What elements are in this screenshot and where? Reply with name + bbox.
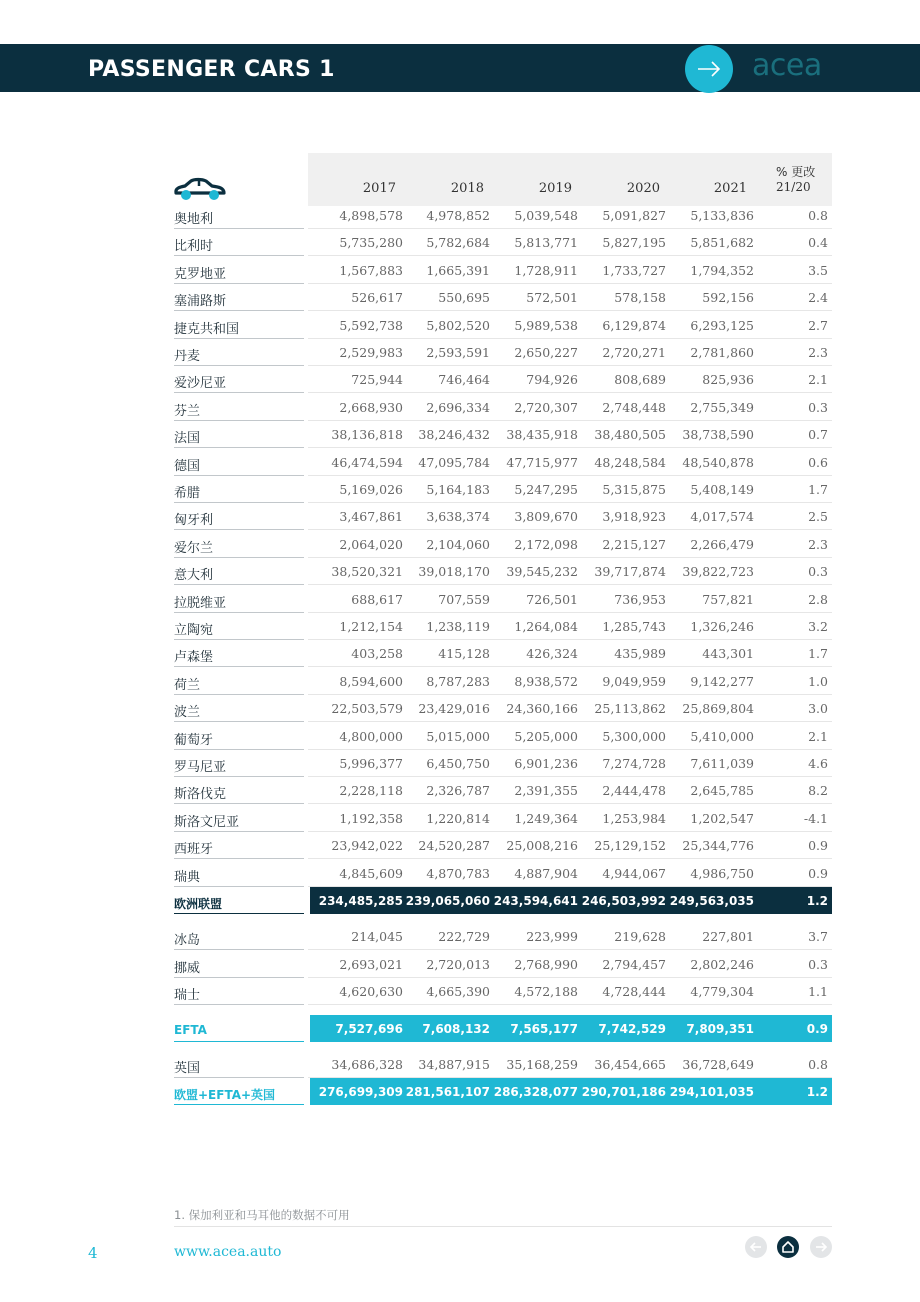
cell-value: 2,693,021 <box>339 956 403 972</box>
cell-value: 5,782,684 <box>426 235 490 251</box>
cell-value: 35,168,259 <box>506 1057 578 1072</box>
next-icon[interactable] <box>810 1236 832 1258</box>
cell-value: 4,017,574 <box>690 509 754 525</box>
table-row <box>174 366 832 393</box>
cell-value: 6,129,874 <box>602 317 666 333</box>
cell-value: 48,540,878 <box>682 454 754 470</box>
cell-value: 276,699,309 <box>318 1085 403 1100</box>
row-divider <box>174 1104 304 1105</box>
cell-value: 1,794,352 <box>690 262 754 278</box>
cell-value: 24,520,287 <box>418 838 490 854</box>
cell-value: 23,429,016 <box>418 701 490 717</box>
cell-value: 39,018,170 <box>418 564 490 580</box>
country-name: 塞浦路斯 <box>174 294 227 310</box>
cell-value: 4,898,578 <box>339 208 403 223</box>
cell-value: 22,503,579 <box>331 701 403 717</box>
table-row <box>174 229 832 256</box>
table-row <box>174 421 832 448</box>
cell-value: 1,733,727 <box>602 262 666 278</box>
cell-value: 4,620,630 <box>339 984 403 1000</box>
cell-value: 38,520,321 <box>331 564 403 580</box>
country-name: 立陶宛 <box>174 623 214 638</box>
cell-value: 4,728,444 <box>602 984 666 1000</box>
country-name: 罗马尼亚 <box>174 760 227 775</box>
cell-value: 8,594,600 <box>339 673 403 689</box>
website-link[interactable]: www.acea.auto <box>174 1244 282 1260</box>
pct-change-value: 1.2 <box>806 1085 828 1100</box>
pct-change-value: 2.4 <box>808 290 828 306</box>
table-row <box>174 339 832 366</box>
cell-value: 25,344,776 <box>682 838 754 854</box>
cell-value: 243,594,641 <box>493 894 578 908</box>
table-row <box>174 723 832 750</box>
country-name: 拉脱维亚 <box>174 595 227 611</box>
country-name: 德国 <box>174 458 201 474</box>
pct-change-value: 2.1 <box>808 728 828 744</box>
cell-value: 688,617 <box>351 591 403 607</box>
footnote: 1. 保加利亚和马耳他的数据不可用 <box>174 1208 350 1222</box>
country-name: 丹麦 <box>174 349 201 364</box>
country-name: 爱尔兰 <box>174 540 214 556</box>
cell-value: 443,301 <box>702 646 754 662</box>
cell-value: 39,822,723 <box>682 564 754 580</box>
pct-change-value: 1.7 <box>808 646 828 662</box>
cell-value: 286,328,077 <box>493 1085 578 1100</box>
cell-value: 39,717,874 <box>594 564 666 580</box>
arrow-right-icon[interactable] <box>685 45 733 93</box>
cell-value: 1,285,743 <box>602 619 666 634</box>
cell-value: 290,701,186 <box>581 1085 666 1100</box>
cell-value: 4,986,750 <box>690 865 754 881</box>
country-name: 意大利 <box>174 568 214 584</box>
pct-change-value: 3.5 <box>808 262 828 278</box>
cell-value: 5,091,827 <box>602 208 666 223</box>
pct-change-value: 0.7 <box>808 427 828 443</box>
cell-value: 7,608,132 <box>422 1021 490 1036</box>
cell-value: 3,809,670 <box>514 509 578 525</box>
cell-value: 227,801 <box>702 929 754 945</box>
cell-value: 5,592,738 <box>339 317 403 333</box>
cell-value: 1,264,084 <box>514 619 578 634</box>
table-row <box>174 805 832 832</box>
car-icon <box>172 176 228 202</box>
table-row <box>174 476 832 503</box>
pct-change-value: 0.9 <box>808 838 828 854</box>
table-row <box>174 978 832 1005</box>
cell-value: 48,248,584 <box>594 454 666 470</box>
pct-change-value: 2.1 <box>808 372 828 388</box>
table-row <box>174 777 832 804</box>
country-name: 西班牙 <box>174 842 214 858</box>
pct-change-value: 2.7 <box>808 317 828 333</box>
cell-value: 7,742,529 <box>598 1021 666 1036</box>
cell-value: 3,918,923 <box>602 509 666 525</box>
cell-value: 2,529,983 <box>339 345 403 360</box>
cell-value: 1,665,391 <box>426 262 490 278</box>
cell-value: 2,668,930 <box>339 399 403 415</box>
cell-value: 5,039,548 <box>514 208 578 223</box>
cell-value: 2,720,271 <box>602 345 666 360</box>
cell-value: 1,253,984 <box>602 810 666 826</box>
pct-change-value: 3.2 <box>808 619 828 634</box>
cell-value: 435,989 <box>614 646 666 662</box>
prev-icon[interactable] <box>745 1236 767 1258</box>
cell-value: 34,686,328 <box>331 1057 403 1072</box>
cell-value: 25,113,862 <box>594 701 666 717</box>
pct-change-value: 3.0 <box>808 701 828 717</box>
cell-value: 2,794,457 <box>602 956 666 972</box>
cell-value: 4,845,609 <box>339 865 403 881</box>
table-row <box>174 613 832 640</box>
cell-value: 5,827,195 <box>602 235 666 251</box>
country-name: 克罗地亚 <box>174 266 227 282</box>
cell-value: 38,246,432 <box>418 427 490 443</box>
country-name: 捷克共和国 <box>174 321 240 337</box>
cell-value: 4,944,067 <box>602 865 666 881</box>
cell-value: 1,326,246 <box>690 619 754 634</box>
cell-value: 46,474,594 <box>331 454 403 470</box>
country-name: EFTA <box>174 1022 207 1037</box>
pct-change-value: 0.6 <box>808 454 828 470</box>
cell-value: 5,996,377 <box>339 756 403 771</box>
table-row <box>174 951 832 978</box>
cell-value: 592,156 <box>702 290 754 306</box>
cell-value: 239,065,060 <box>405 894 490 908</box>
cell-value: 5,015,000 <box>426 728 490 744</box>
year-header: 2020 <box>626 181 660 196</box>
cell-value: 214,045 <box>351 929 403 945</box>
cell-value: 2,326,787 <box>426 783 490 799</box>
cell-value: 281,561,107 <box>405 1085 490 1100</box>
pct-change-value: 0.3 <box>808 956 828 972</box>
cell-value: 736,953 <box>614 591 666 607</box>
cell-value: 9,142,277 <box>690 673 754 689</box>
cell-value: 25,129,152 <box>594 838 666 854</box>
year-header: 2019 <box>538 181 572 196</box>
cell-value: 38,480,505 <box>594 427 666 443</box>
pct-change-value: 3.7 <box>808 929 828 945</box>
cell-value: 9,049,959 <box>602 673 666 689</box>
pct-change-value: 0.8 <box>808 208 828 223</box>
country-name: 奥地利 <box>174 212 214 227</box>
country-name: 波兰 <box>174 705 201 721</box>
cell-value: 726,501 <box>526 591 578 607</box>
table-row <box>174 832 832 859</box>
cell-value: 1,202,547 <box>690 810 754 826</box>
pct-change-value: 0.8 <box>808 1057 828 1072</box>
cell-value: 23,942,022 <box>331 838 403 854</box>
country-name: 欧盟+EFTA+英国 <box>174 1088 276 1103</box>
country-name: 欧洲联盟 <box>174 897 223 911</box>
cell-value: 8,938,572 <box>514 673 578 689</box>
acea-logo: acea <box>752 48 822 83</box>
pct-change-value: 2.3 <box>808 536 828 552</box>
cell-value: 2,720,013 <box>426 956 490 972</box>
table-row <box>174 695 832 722</box>
pct-change-header: % 更改 <box>776 165 816 179</box>
cell-value: 5,408,149 <box>690 482 754 497</box>
pct-change-value: 8.2 <box>808 783 828 799</box>
pct-change-period: 21/20 <box>776 180 811 194</box>
cell-value: 526,617 <box>351 290 403 306</box>
cell-value: 2,748,448 <box>602 399 666 415</box>
country-name: 芬兰 <box>174 403 201 419</box>
cell-value: 249,563,035 <box>669 894 754 908</box>
pct-change-value: 0.9 <box>806 1021 828 1036</box>
cell-value: 2,593,591 <box>426 345 490 360</box>
table-row-total <box>174 887 832 914</box>
home-icon[interactable] <box>777 1236 799 1258</box>
pct-change-value: 0.9 <box>808 865 828 881</box>
cell-value: 2,444,478 <box>602 783 666 799</box>
cell-value: 4,887,904 <box>514 865 578 881</box>
cell-value: 4,665,390 <box>426 984 490 1000</box>
cell-value: 5,133,836 <box>690 208 754 223</box>
cell-value: 4,800,000 <box>339 728 403 744</box>
pct-change-value: 2.3 <box>808 345 828 360</box>
table-row <box>174 586 832 613</box>
country-name: 挪威 <box>174 960 201 976</box>
cell-value: 5,247,295 <box>514 482 578 497</box>
cell-value: 6,293,125 <box>690 317 754 333</box>
pct-change-value: 4.6 <box>808 756 828 771</box>
table-row <box>174 284 832 311</box>
cell-value: 39,545,232 <box>506 564 578 580</box>
table-header-background <box>308 153 832 206</box>
cell-value: 34,887,915 <box>418 1057 490 1072</box>
cell-value: 2,228,118 <box>339 783 403 799</box>
cell-value: 8,787,283 <box>426 673 490 689</box>
cell-value: 426,324 <box>526 646 578 662</box>
country-name: 荷兰 <box>174 677 201 693</box>
pct-change-value: 0.3 <box>808 399 828 415</box>
cell-value: 3,638,374 <box>426 509 490 525</box>
cell-value: 2,720,307 <box>514 399 578 415</box>
year-header: 2018 <box>450 181 484 196</box>
cell-value: 5,315,875 <box>602 482 666 497</box>
country-name: 比利时 <box>174 239 214 255</box>
cell-value: 234,485,285 <box>318 894 403 908</box>
cell-value: 5,802,520 <box>426 317 490 333</box>
cell-value: 25,008,216 <box>506 838 578 854</box>
table-row <box>174 202 832 229</box>
pct-change-value: 2.8 <box>808 591 828 607</box>
cell-value: 6,450,750 <box>426 756 490 771</box>
cell-value: 24,360,166 <box>506 701 578 717</box>
cell-value: 38,435,918 <box>506 427 578 443</box>
table-row <box>174 860 832 887</box>
cell-value: 36,454,665 <box>594 1057 666 1072</box>
cell-value: 1,212,154 <box>339 619 403 634</box>
cell-value: 1,238,119 <box>426 619 490 634</box>
cell-value: 36,728,649 <box>682 1057 754 1072</box>
table-row <box>174 503 832 530</box>
country-name: 爱沙尼亚 <box>174 376 227 392</box>
country-name: 匈牙利 <box>174 513 214 529</box>
cell-value: 38,136,818 <box>331 427 403 443</box>
table-row <box>174 449 832 476</box>
cell-value: 403,258 <box>351 646 403 662</box>
country-name: 法国 <box>174 431 201 447</box>
cell-value: 47,095,784 <box>418 454 490 470</box>
cell-value: 5,813,771 <box>514 235 578 251</box>
pct-change-value: 1.0 <box>808 673 828 689</box>
cell-value: 746,464 <box>438 372 490 388</box>
cell-value: 2,266,479 <box>690 536 754 552</box>
cell-value: 707,559 <box>438 591 490 607</box>
cell-value: 6,901,236 <box>514 756 578 771</box>
cell-value: 2,645,785 <box>690 783 754 799</box>
country-name: 葡萄牙 <box>174 732 214 748</box>
page-number: 4 <box>88 1244 98 1262</box>
pct-change-value: 0.4 <box>808 235 828 251</box>
row-divider <box>174 1041 304 1042</box>
cell-value: 2,391,355 <box>514 783 578 799</box>
table-row <box>174 668 832 695</box>
pct-change-value: -4.1 <box>803 810 828 826</box>
cell-value: 4,779,304 <box>690 984 754 1000</box>
cell-value: 7,565,177 <box>510 1021 578 1036</box>
cell-value: 2,755,349 <box>690 399 754 415</box>
cell-value: 725,944 <box>351 372 403 388</box>
country-name: 斯洛文尼亚 <box>174 814 240 830</box>
cell-value: 578,158 <box>614 290 666 306</box>
cell-value: 1,220,814 <box>426 810 490 826</box>
cell-value: 5,410,000 <box>690 728 754 744</box>
cell-value: 4,870,783 <box>426 865 490 881</box>
cell-value: 572,501 <box>526 290 578 306</box>
cell-value: 5,205,000 <box>514 728 578 744</box>
footer-divider <box>174 1226 832 1227</box>
cell-value: 5,169,026 <box>339 482 403 497</box>
cell-value: 2,215,127 <box>602 536 666 552</box>
table-row <box>174 640 832 667</box>
table-row <box>174 923 832 950</box>
table-row-total <box>174 1078 832 1105</box>
cell-value: 2,172,098 <box>514 536 578 552</box>
page-title: PASSENGER CARS 1 <box>88 57 335 82</box>
pct-change-value: 1.2 <box>806 894 828 908</box>
cell-value: 223,999 <box>526 929 578 945</box>
country-name: 英国 <box>174 1061 201 1076</box>
cell-value: 246,503,992 <box>581 894 666 908</box>
cell-value: 3,467,861 <box>339 509 403 525</box>
cell-value: 7,611,039 <box>690 756 754 771</box>
cell-value: 2,650,227 <box>514 345 578 360</box>
cell-value: 415,128 <box>438 646 490 662</box>
cell-value: 2,768,990 <box>514 956 578 972</box>
country-name: 瑞士 <box>174 988 201 1004</box>
pct-change-value: 1.7 <box>808 482 828 497</box>
cell-value: 550,695 <box>438 290 490 306</box>
cell-value: 1,728,911 <box>514 262 578 278</box>
row-divider <box>174 913 304 914</box>
cell-value: 4,572,188 <box>514 984 578 1000</box>
pct-change-value: 1.1 <box>808 984 828 1000</box>
table-row <box>174 531 832 558</box>
cell-value: 808,689 <box>614 372 666 388</box>
cell-value: 794,926 <box>526 372 578 388</box>
cell-value: 5,164,183 <box>426 482 490 497</box>
country-name: 希腊 <box>174 486 201 501</box>
row-divider <box>174 1004 304 1005</box>
cell-value: 1,249,364 <box>514 810 578 826</box>
year-header: 2021 <box>713 181 747 196</box>
table-row <box>174 1051 832 1078</box>
country-name: 斯洛伐克 <box>174 787 227 803</box>
cell-value: 2,064,020 <box>339 536 403 552</box>
cell-value: 47,715,977 <box>506 454 578 470</box>
table-row-total <box>174 1015 832 1042</box>
table-row <box>174 750 832 777</box>
country-name: 冰岛 <box>174 933 201 949</box>
table-row <box>174 394 832 421</box>
cell-value: 25,869,804 <box>682 701 754 717</box>
table-row <box>174 257 832 284</box>
cell-value: 5,989,538 <box>514 317 578 333</box>
cell-value: 7,527,696 <box>335 1021 403 1036</box>
country-name: 卢森堡 <box>174 650 214 666</box>
cell-value: 2,104,060 <box>426 536 490 552</box>
cell-value: 4,978,852 <box>426 208 490 223</box>
cell-value: 1,192,358 <box>339 810 403 826</box>
cell-value: 219,628 <box>614 929 666 945</box>
row-divider <box>308 1004 832 1005</box>
cell-value: 7,274,728 <box>602 756 666 771</box>
cell-value: 757,821 <box>702 591 754 607</box>
year-header: 2017 <box>362 181 396 196</box>
cell-value: 2,781,860 <box>690 345 754 360</box>
cell-value: 7,809,351 <box>686 1021 754 1036</box>
country-name: 瑞典 <box>174 869 201 885</box>
cell-value: 294,101,035 <box>669 1085 754 1100</box>
cell-value: 5,735,280 <box>339 235 403 251</box>
pct-change-value: 2.5 <box>808 509 828 525</box>
cell-value: 825,936 <box>702 372 754 388</box>
cell-value: 2,696,334 <box>426 399 490 415</box>
cell-value: 2,802,246 <box>690 956 754 972</box>
cell-value: 5,300,000 <box>602 728 666 744</box>
cell-value: 222,729 <box>438 929 490 945</box>
cell-value: 1,567,883 <box>339 262 403 278</box>
cell-value: 5,851,682 <box>690 235 754 251</box>
table-row <box>174 312 832 339</box>
pct-change-value: 0.3 <box>808 564 828 580</box>
table-row <box>174 558 832 585</box>
cell-value: 38,738,590 <box>682 427 754 443</box>
